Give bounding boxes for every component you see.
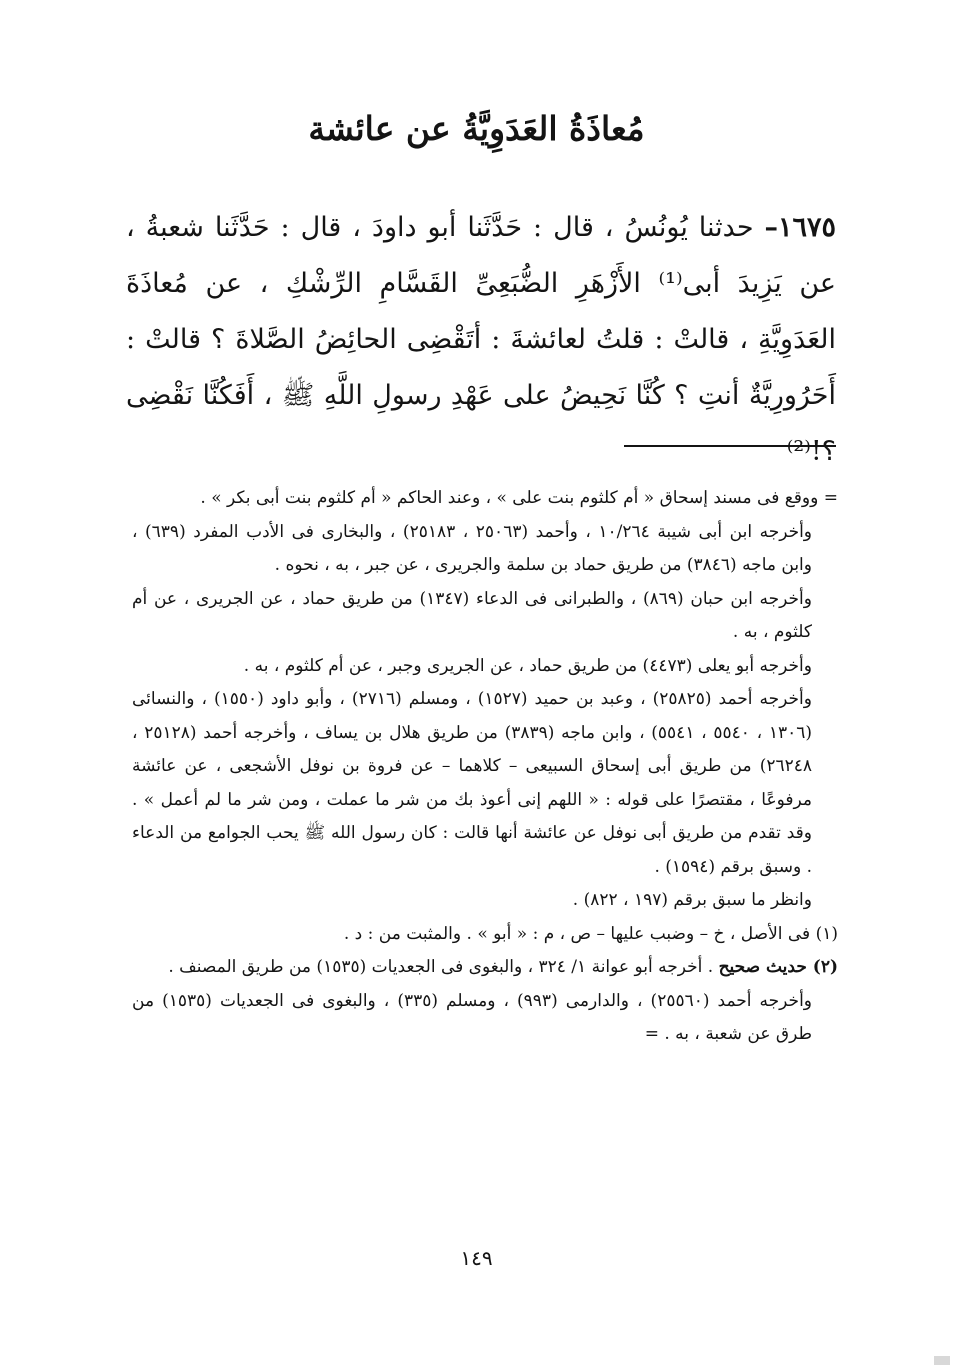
hadith-text bbox=[126, 200, 836, 480]
footnote-2 bbox=[132, 951, 838, 985]
scan-corner-mark bbox=[934, 1356, 950, 1365]
note-continuation: = ووقع فى مسند إسحاق « أم كلثوم بنت على » ، وعند الحاكم « أم كلثوم بنت أبى بكر » . bbox=[200, 488, 838, 508]
footnote-2-text: . أخرجه أبو عوانة ١/ ٣٢٤ ، والبغوى فى الجعديات (١٥٣٥) من طريق المصنف . bbox=[168, 957, 719, 977]
note-paragraph: وأخرجه ابن حبان (٨٦٩) ، والطبرانى فى الدعاء (١٣٤٧) من طريق حماد ، عن الجريرى ، عن أم كلثوم ، به . bbox=[132, 588, 812, 642]
footnote-separator bbox=[624, 445, 836, 447]
hadith-number: ١٦٧٥– bbox=[764, 212, 836, 243]
footnotes bbox=[132, 482, 838, 1052]
note-paragraph: وأخرجه أحمد (٢٥٨٢٥) ، وعبد بن حميد (١٥٢٧) ، ومسلم (٢٧١٦) ، وأبو داود (١٥٥٠) ، والنسائى (١٣٠٦ ، ٥٥٤٠ ، ٥٥٤١) ، وابن ماجه (٣٨٣٩) من طريق هلال بن يساف ، وأخرجه أحمد (٢٥١٢٨ ، ٢٦٢٤٨) من طريق أبى إسحاق السبيعى – كلاهما – عن فروة بن نوفل الأشجعى ، عن عائشة مرفوعًا ، مقتصرًا على قوله : « اللهم إنى أعوذ بك من شر ما عملت ، ومن شر ما لم أعمل » . وقد تقدم من طريق أبى نوفل عن عائشة أنها قالت : كان رسول الله ﷺ يحب الجوامع من الدعاء . وسبق برقم (١٥٩٤) . bbox=[132, 689, 813, 877]
note-paragraph: وأخرجه أبو يعلى (٤٤٧٣) من طريق حماد ، عن الجريرى وجبر ، عن أم كلثوم ، به . bbox=[243, 655, 812, 676]
note-paragraph: وأخرجه أحمد (٢٥٥٦٠) ، والدارمى (٩٩٣) ، ومسلم (٣٣٥) ، والبغوى فى الجعديات (١٥٣٥) من طرق عن شعبة ، به . = bbox=[132, 990, 812, 1044]
chapter-title: مُعاذَةُ العَدَوِيَّةُ عن عائشة bbox=[308, 109, 645, 148]
footnote-1: (١) فى الأصل ، خ – وضبب عليها – ص ، م : « أبو » . والمثبت من : د . bbox=[343, 923, 838, 944]
note-paragraph: وأخرجه ابن أبى شيبة ١٠/٢٦٤ ، وأحمد (٢٥٠٦٣ ، ٢٥١٨٣) ، والبخارى فى الأدب المفرد (٦٣٩) ، وابن ماجه (٣٨٤٦) من طريق حماد بن سلمة والجريرى ، عن جبر ، به ، نحوه . bbox=[132, 521, 813, 575]
page-number: ١٤٩ bbox=[460, 1246, 493, 1270]
footnote-2-grade: (٢) حديث صحيح bbox=[718, 957, 838, 977]
note-paragraph: وانظر ما سبق برقم (١٩٧ ، ٨٢٢) . bbox=[572, 890, 812, 910]
hadith-body: حدثنا يُونُسُ ، قال : حَدَّثَنا أبو داودَ ، قال : حَدَّثَنا شعبةُ ، عن يَزِيدَ أبى⁽¹⁾ الأَزْهَرِ الضُّبَعِىِّ القَسَّامِ الرِّشْكِ ، عن مُعاذَةَ العَدَوِيَّةِ ، قالتْ : قلتُ لعائشةَ : أتَقْضِى الحائِضُ الصَّلاةَ ؟ قالتْ : أَحَرُورِيَّةٌ أنتِ ؟ كُنَّا نَحِيضُ على عَهْدِ رسولِ اللَّهِ ﷺ ، أَفَكُنَّا نَقْضِى ؟!⁽²⁾ bbox=[126, 212, 836, 467]
